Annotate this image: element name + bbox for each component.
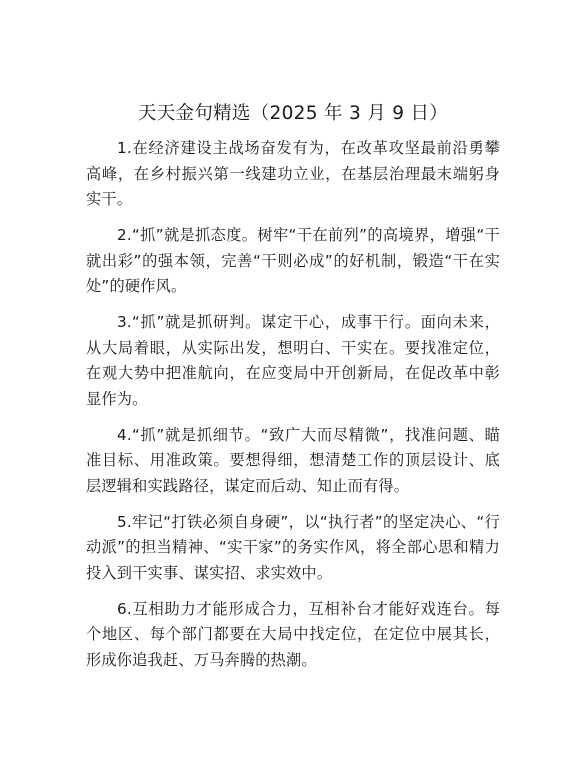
- paragraph-5: 5.牢记“打铁必须自身硬”，以“执行者”的坚定决心、“行动派”的担当精神、“实干家”的务实作风，将全部心思和精力投入到干实事、谋实招、求实效中。: [86, 512, 500, 582]
- document-title: 天天金句精选（2025 年 3 月 9 日）: [137, 103, 449, 124]
- paragraph-3: 3.“抓”就是抓研判。谋定干心，成事干行。面向未来，从大局着眼，从实际出发，想明白、干实在。要找准定位，在观大势中把准航向，在应变局中开创新局，在促改革中彰显作为。: [86, 313, 500, 408]
- paragraph-2: 2.“抓”就是抓态度。树牢“干在前列”的高境界，增强“干就出彩”的强本领，完善“干则必成”的好机制，锻造“干在实处”的硬作风。: [86, 226, 500, 295]
- paragraph-6: 6.互相助力才能形成合力，互相补台才能好戏连台。每个地区、每个部门都要在大局中找定位，在定位中展其长，形成你追我赶、万马奔腾的热潮。: [86, 599, 500, 669]
- paragraph-4: 4.“抓”就是抓细节。“致广大而尽精微”，找准问题、瞄准目标、用准政策。要想得细，想清楚工作的顶层设计、底层逻辑和实践路径，谋定而后动、知止而有得。: [86, 425, 500, 495]
- paragraph-1: 1.在经济建设主战场奋发有为，在改革攻坚最前沿勇攀高峰，在乡村振兴第一线建功立业，在基层治理最末端躬身实干。: [86, 139, 500, 208]
